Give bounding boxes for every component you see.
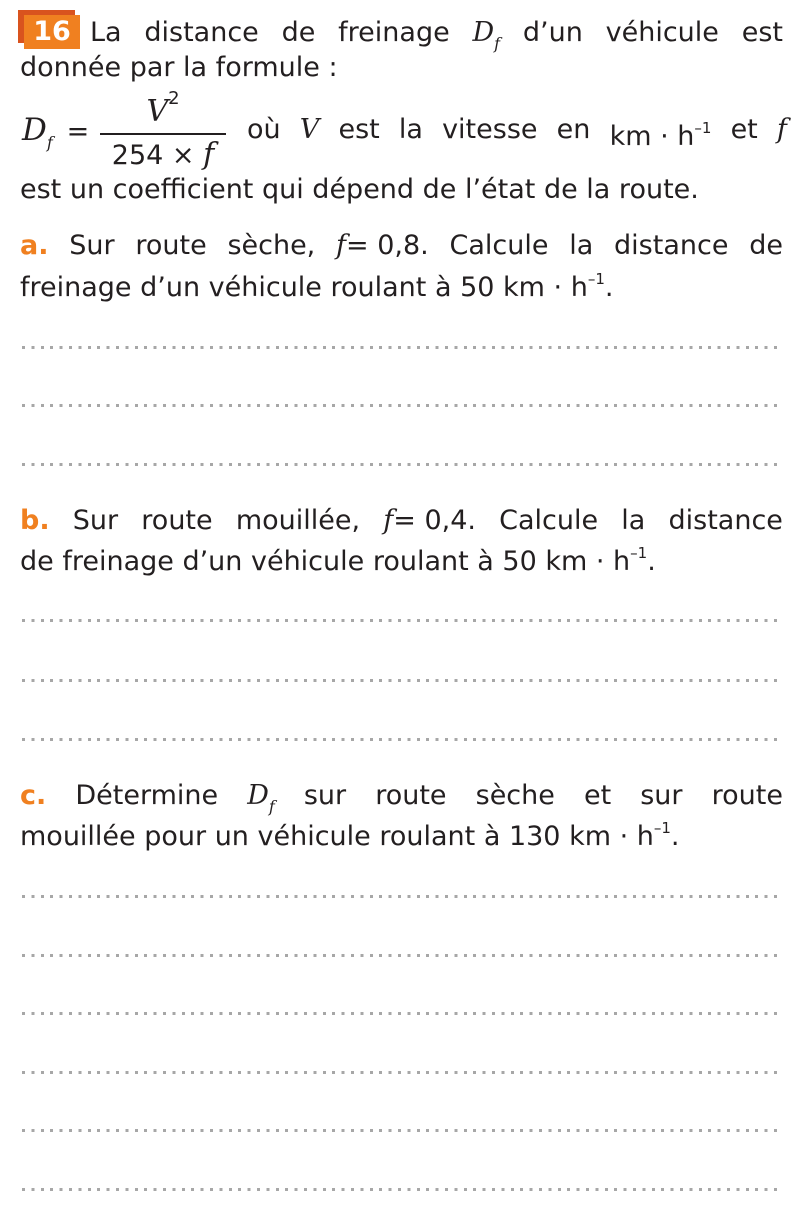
word: Calcule <box>449 230 549 261</box>
word: de <box>281 17 316 48</box>
word: Sur <box>72 505 119 536</box>
word: la <box>569 230 594 261</box>
word: est <box>741 17 783 48</box>
question-a-line-1 <box>20 229 783 263</box>
equals-sign: = <box>66 116 90 147</box>
formula-sub-f: f <box>46 133 53 152</box>
word: distance <box>668 505 783 536</box>
answer-line[interactable] <box>22 679 782 682</box>
word: route <box>711 780 783 811</box>
unit-kmh: km · $h^{-1}$ <box>609 119 712 152</box>
word: est <box>338 114 380 145</box>
word: sèche <box>475 780 555 811</box>
df-symbol: $D_f$ <box>247 780 275 816</box>
answer-line[interactable] <box>22 1188 782 1191</box>
question-label: a. <box>20 230 49 261</box>
word: Calcule <box>499 505 599 536</box>
formula-D: D <box>22 112 47 148</box>
question-b-line-1 <box>20 504 783 538</box>
f-equals: f= 0,4. <box>383 505 476 536</box>
word: sur <box>640 780 683 811</box>
var-V: V <box>299 114 320 145</box>
df-symbol: $D_f$ <box>472 17 501 53</box>
intro-line-2: donnée par la formule : <box>20 52 338 83</box>
word: La <box>90 17 122 48</box>
question-c-line-1 <box>20 779 783 816</box>
answer-line[interactable] <box>22 346 782 349</box>
word: la <box>621 505 646 536</box>
word: et <box>583 780 612 811</box>
word: de <box>749 230 783 261</box>
word: Détermine <box>75 780 219 811</box>
word: distance <box>144 17 259 48</box>
word: d’un <box>522 17 583 48</box>
answer-line[interactable] <box>22 619 782 622</box>
answer-line[interactable] <box>22 1071 782 1074</box>
exercise-number-badge <box>18 10 80 48</box>
word: et <box>730 114 758 145</box>
formula-lhs <box>22 110 89 155</box>
exercise-number: 16 <box>24 15 80 49</box>
formula-numerator: $V^2$ <box>146 88 180 129</box>
question-b-line-2: de freinage d’un véhicule roulant à 50 km · $h^{-1}$. <box>20 544 656 577</box>
word: distance <box>614 230 729 261</box>
question-label: c. <box>20 780 47 811</box>
fraction-bar <box>100 133 226 135</box>
answer-line[interactable] <box>22 1012 782 1015</box>
answer-line[interactable] <box>22 463 782 466</box>
word: véhicule <box>605 17 719 48</box>
intro-line-4: est un coefficient qui dépend de l’état de la route. <box>20 174 699 205</box>
word: en <box>556 114 591 145</box>
answer-line[interactable] <box>22 1129 782 1132</box>
word: sèche, <box>227 230 316 261</box>
word: route <box>141 505 213 536</box>
word: la <box>398 114 423 145</box>
word: route <box>135 230 207 261</box>
word: mouillée, <box>235 505 361 536</box>
word: route <box>375 780 447 811</box>
word: Sur <box>69 230 115 261</box>
var-f: f <box>776 114 787 145</box>
word: vitesse <box>442 114 538 145</box>
answer-line[interactable] <box>22 404 782 407</box>
question-a-line-2: freinage d’un véhicule roulant à 50 km · $h^{-1}$. <box>20 270 614 303</box>
intro-line-1 <box>90 16 783 53</box>
formula-denominator: 254 × f <box>111 137 215 172</box>
formula-description <box>247 113 787 154</box>
word: sur <box>303 780 347 811</box>
question-c-line-2: mouillée pour un véhicule roulant à 130 km · $h^{-1}$. <box>20 819 680 852</box>
answer-line[interactable] <box>22 895 782 898</box>
word: où <box>247 114 281 145</box>
word: freinage <box>338 17 450 48</box>
answer-line[interactable] <box>22 954 782 957</box>
formula-fraction <box>100 88 226 172</box>
answer-line[interactable] <box>22 738 782 741</box>
question-label: b. <box>20 505 50 536</box>
f-equals: f= 0,8. <box>336 230 429 261</box>
